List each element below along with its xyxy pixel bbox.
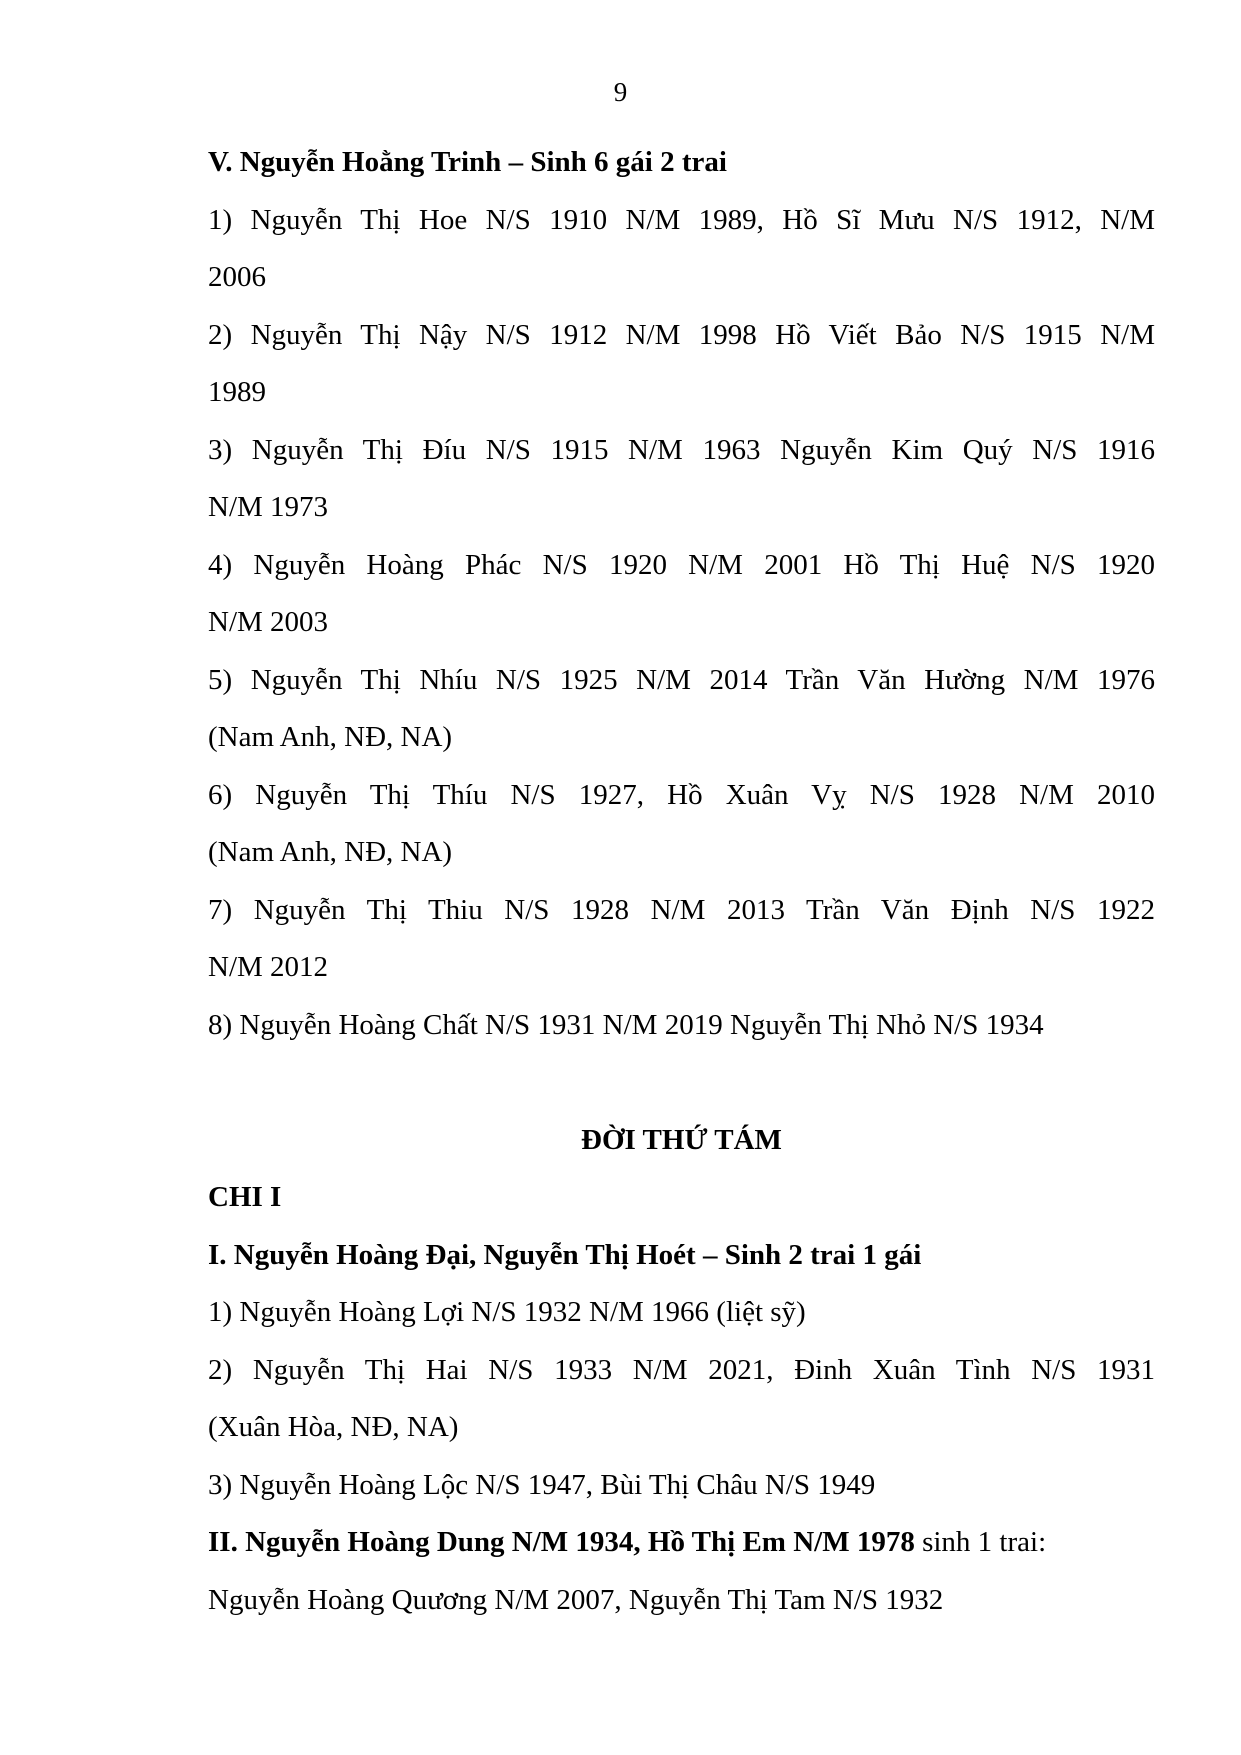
entry-line: Nguyễn Hoàng Quương N/M 2007, Nguyễn Thị Tam N/S 1932	[208, 1583, 944, 1616]
blank-spacer	[208, 1054, 1155, 1112]
entry-line: 6) Nguyễn Thị Thíu N/S 1927, Hồ Xuân Vỵ N/S 1928 N/M 2010	[208, 778, 1155, 811]
entry-line: 4) Nguyễn Hoàng Phác N/S 1920 N/M 2001 Hồ Thị Huệ N/S 1920	[208, 548, 1155, 581]
family-i-heading: I. Nguyễn Hoàng Đại, Nguyễn Thị Hoét – Sinh 2 trai 1 gái	[208, 1238, 922, 1271]
entry-line: N/M 2003	[208, 606, 329, 638]
entry-line: 3) Nguyễn Thị Đíu N/S 1915 N/M 1963 Nguyễn Kim Quý N/S 1916	[208, 433, 1155, 466]
entry-line: 2) Nguyễn Thị Hai N/S 1933 N/M 2021, Đinh Xuân Tình N/S 1931	[208, 1353, 1155, 1386]
entry-line: 2006	[208, 261, 266, 293]
entry-line: N/M 2012	[208, 951, 329, 983]
section-v-heading: V. Nguyễn Hoằng Trinh – Sinh 6 gái 2 trai	[208, 146, 727, 178]
entry-line: (Nam Anh, NĐ, NA)	[208, 836, 453, 868]
entry-line: 1) Nguyễn Thị Hoe N/S 1910 N/M 1989, Hồ Sĩ Mưu N/S 1912, N/M	[208, 203, 1155, 236]
entry-line: 1989	[208, 376, 266, 408]
entry-line: 1) Nguyễn Hoàng Lợi N/S 1932 N/M 1966 (liệt sỹ)	[208, 1296, 806, 1328]
entry-line: N/M 1973	[208, 491, 329, 523]
family-ii-heading	[208, 1514, 1155, 1572]
entry-line: 5) Nguyễn Thị Nhíu N/S 1925 N/M 2014 Trần Văn Hường N/M 1976	[208, 663, 1155, 696]
family-ii-heading-bold: II. Nguyễn Hoàng Dung N/M 1934, Hồ Thị Em N/M 1978	[208, 1526, 915, 1558]
entry-line: (Nam Anh, NĐ, NA)	[208, 721, 453, 753]
page-number: 9	[613, 77, 628, 107]
entry-line: 7) Nguyễn Thị Thiu N/S 1928 N/M 2013 Trần Văn Định N/S 1922	[208, 893, 1155, 926]
entry-line: 3) Nguyễn Hoàng Lộc N/S 1947, Bùi Thị Châu N/S 1949	[208, 1468, 876, 1501]
entry-line: (Xuân Hòa, NĐ, NA)	[208, 1411, 459, 1443]
branch-title: CHI I	[208, 1181, 282, 1213]
generation-title: ĐỜI THỨ TÁM	[581, 1123, 782, 1156]
entry-line: 2) Nguyễn Thị Nậy N/S 1912 N/M 1998 Hồ Viết Bảo N/S 1915 N/M	[208, 318, 1155, 351]
page-content	[208, 134, 1155, 1629]
family-ii-heading-rest: sinh 1 trai:	[914, 1526, 1047, 1558]
entry-line: 8) Nguyễn Hoàng Chất N/S 1931 N/M 2019 Nguyễn Thị Nhỏ N/S 1934	[208, 1008, 1044, 1041]
